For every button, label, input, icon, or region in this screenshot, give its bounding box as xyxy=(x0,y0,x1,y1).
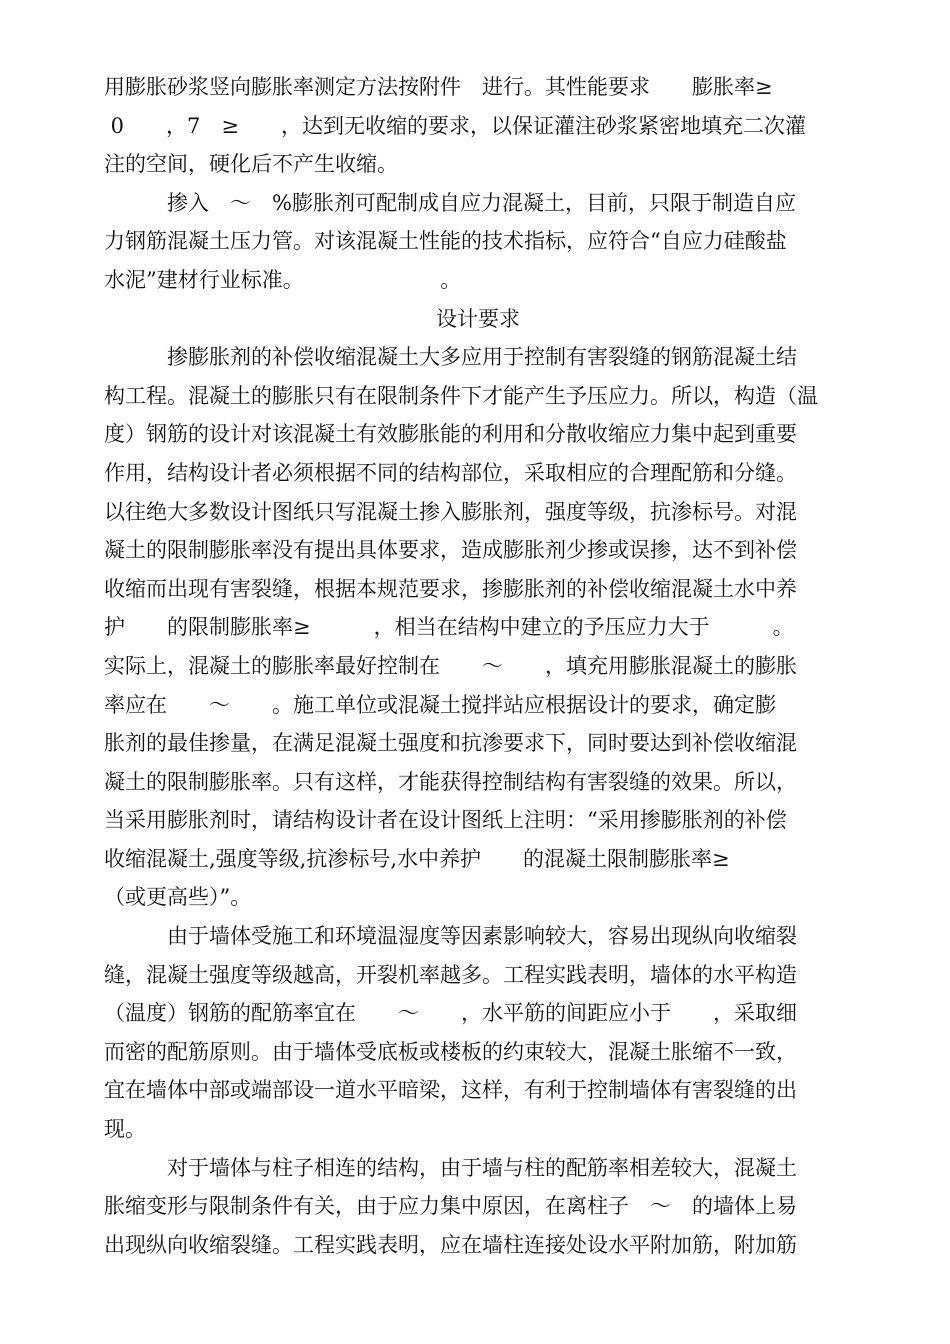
text-line: 收缩而出现有害裂缝，根据本规范要求，掺膨胀剂的补偿收缩混凝土水中养 xyxy=(104,576,797,601)
text-line: 缝，混凝土强度等级越高，开裂机率越多。工程实践表明，墙体的水平构造 xyxy=(104,962,797,987)
text-line: 对于墙体与柱子相连的结构，由于墙与柱的配筋率相差较大，混凝土 xyxy=(104,1155,797,1180)
text-line: 掺膨胀剂的补偿收缩混凝土大多应用于控制有害裂缝的钢筋混凝土结 xyxy=(104,345,797,370)
text-line: 宜在墙体中部或端部设一道水平暗梁，这样，有利于控制墙体有害裂缝的出 xyxy=(104,1078,797,1103)
text-line: （温度）钢筋的配筋率宜在 ～ ，水平筋的间距应小于 ，采取细 xyxy=(104,1001,797,1026)
text-line: 力钢筋混凝土压力管。对该混凝土性能的技术指标，应符合“自应力硅酸盐 xyxy=(104,229,787,254)
text-line: 当采用膨胀剂时，请结构设计者在设计图纸上注明：“采用掺膨胀剂的补偿 xyxy=(104,808,787,833)
text-line: 以往绝大多数设计图纸只写混凝土掺入膨胀剂，强度等级，抗渗标号。对混 xyxy=(104,499,797,524)
text-line: 凝土的限制膨胀率没有提出具体要求，造成膨胀剂少掺或误掺，达不到补偿 xyxy=(104,538,797,563)
text-line: 凝土的限制膨胀率。只有这样，才能获得控制结构有害裂缝的效果。所以， xyxy=(104,769,797,794)
text-line: 度）钢筋的设计对该混凝土有效膨胀能的利用和分散收缩应力集中起到重要 xyxy=(104,422,797,447)
text-line: 构工程。混凝土的膨胀只有在限制条件下才能产生予压应力。所以，构造（温 xyxy=(104,383,818,408)
text-line: 胀缩变形与限制条件有关，由于应力集中原因，在离柱子 ～ 的墙体上易 xyxy=(104,1194,797,1219)
text-line: 收缩混凝土,强度等级,抗渗标号,水中养护 的混凝土限制膨胀率≥ xyxy=(104,846,730,871)
text-line: 率应在 ～ 。施工单位或混凝土搅拌站应根据设计的要求，确定膨 xyxy=(104,692,776,717)
text-line: 掺入 ～ %膨胀剂可配制成自应力混凝土，目前，只限于制造自应 xyxy=(104,190,796,215)
text-line: 胀剂的最佳掺量，在满足混凝土强度和抗渗要求下，同时要达到补偿收缩混 xyxy=(104,731,797,756)
text-line: 而密的配筋原则。由于墙体受底板或楼板的约束较大，混凝土胀缩不一致， xyxy=(104,1039,797,1064)
text-line: 护 的限制膨胀率≥ ，相当在结构中建立的予压应力大于 。 xyxy=(104,615,794,640)
text-line: 出现纵向收缩裂缝。工程实践表明，应在墙柱连接处设水平附加筋，附加筋 xyxy=(104,1232,797,1257)
text-line: 注的空间，硬化后不产生收缩。 xyxy=(104,152,398,177)
text-line: 0 ，7 ≥ ，达到无收缩的要求，以保证灌注砂浆紧密地填充二次灌 xyxy=(104,113,806,138)
text-line: 现。 xyxy=(104,1117,146,1142)
text-line: 用膨胀砂浆竖向膨胀率测定方法按附件 进行。其性能要求 膨胀率≥ xyxy=(104,75,773,99)
text-line: 由于墙体受施工和环境温湿度等因素影响较大，容易出现纵向收缩裂 xyxy=(104,924,797,949)
section-heading: 设计要求 xyxy=(436,306,520,331)
text-line: 水泥”建材行业标准。 。 xyxy=(104,267,462,292)
text-line: 实际上，混凝土的膨胀率最好控制在 ～ ，填充用膨胀混凝土的膨胀 xyxy=(104,653,797,678)
text-line: （或更高些）”。 xyxy=(104,885,252,910)
text-line: 作用，结构设计者必须根据不同的结构部位，采取相应的合理配筋和分缝。 xyxy=(104,460,797,485)
document-body xyxy=(104,68,852,1264)
